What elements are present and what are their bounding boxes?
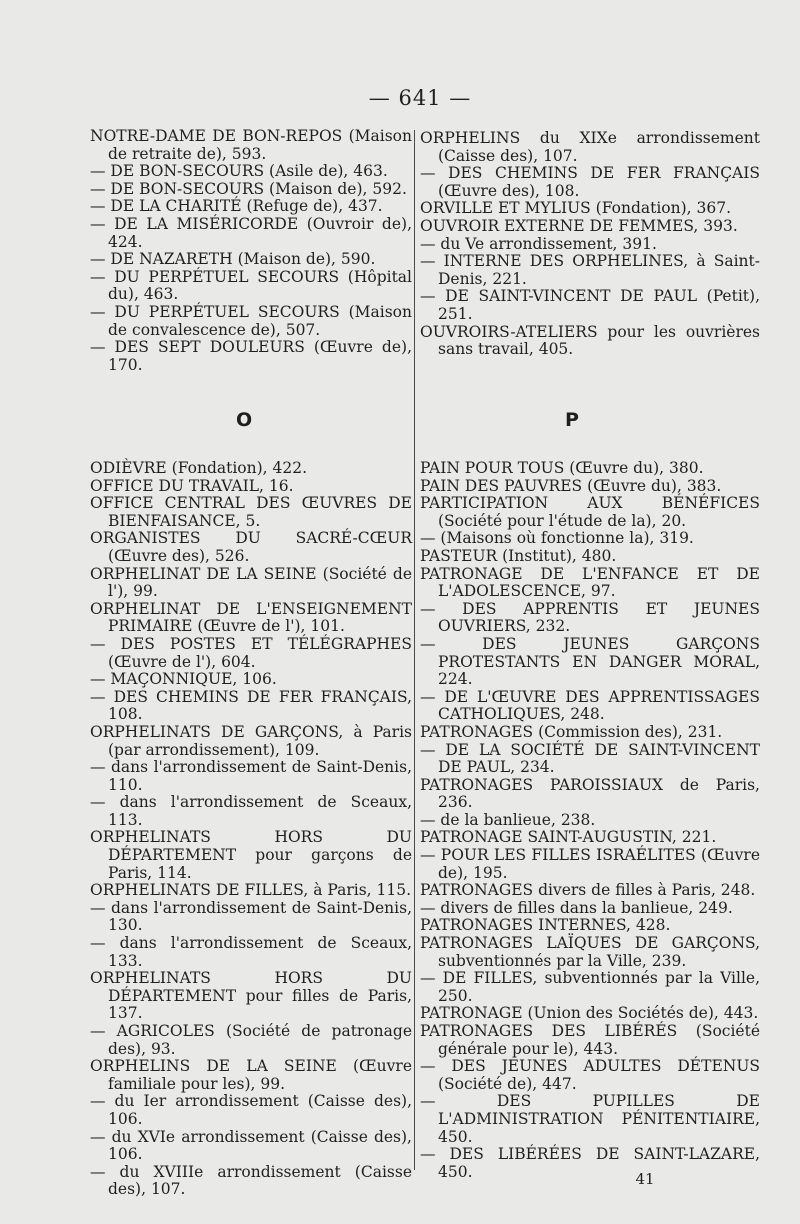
index-entry: — DES LIBÉRÉES DE SAINT-LAZARE, 450. <box>420 1145 760 1181</box>
index-entry: PAIN DES PAUVRES (Œuvre du), 383. <box>420 476 722 495</box>
column-divider <box>414 130 415 1170</box>
index-entry: — DE LA SOCIÉTÉ DE SAINT-VINCENT DE PAUL, 234. <box>420 740 760 777</box>
index-entry: ORVILLE ET MYLIUS (Fondation), 367. <box>420 199 732 218</box>
index-entry: — DE BON-SECOURS (Maison de), 592. <box>90 179 407 198</box>
index-entry: — dans l'arrondissement de Saint-Denis, 110. <box>90 758 412 794</box>
index-entry: PATRONAGES PAROISSIAUX de Paris, 236. <box>420 775 760 812</box>
index-entry: OUVROIR EXTERNE DE FEMMES, 393. <box>420 216 738 235</box>
index-entry: PAIN POUR TOUS (Œuvre du), 380. <box>420 459 704 477</box>
index-entry: — dans l'arrondissement de Saint-Denis, 130. <box>90 898 412 935</box>
printer-signature: 41 <box>635 1170 655 1188</box>
index-entry: ORPHELINAT DE L'ENSEIGNEMENT PRIMAIRE (Œuvre de l'), 101. <box>90 599 412 636</box>
index-entry: — POUR LES FILLES ISRAÉLITES (Œuvre de), 195. <box>420 846 760 882</box>
index-entry: — divers de filles dans la banlieue, 249. <box>420 898 733 917</box>
index-entry: — de la banlieue, 238. <box>420 810 596 829</box>
index-entry: — DE L'ŒUVRE DES APPRENTISSAGES CATHOLIQUES, 248. <box>420 687 760 724</box>
left-column-bottom <box>90 460 412 1199</box>
index-entry: ODIÈVRE (Fondation), 422. <box>90 459 308 477</box>
index-entry: — DES APPRENTIS ET JEUNES OUVRIERS, 232. <box>420 599 760 636</box>
index-entry: — DE LA MISÉRICORDE (Ouvroir de), 424. <box>90 214 412 251</box>
index-entry: — (Maisons où fonctionne la), 319. <box>420 529 694 548</box>
index-entry: — DE LA CHARITÉ (Refuge de), 437. <box>90 197 383 216</box>
index-entry: ORPHELINS DE LA SEINE (Œuvre familiale pour les), 99. <box>90 1057 412 1093</box>
index-entry: ORPHELINATS HORS DU DÉPARTEMENT pour garçons de Paris, 114. <box>90 828 412 882</box>
index-entry: — DES JEUNES GARÇONS PROTESTANTS EN DANGER MORAL, 224. <box>420 634 760 689</box>
index-entry: ORPHELINATS HORS DU DÉPARTEMENT pour filles de Paris, 137. <box>90 969 412 1023</box>
right-column-bottom <box>420 460 760 1181</box>
index-entry: — du Ve arrondissement, 391. <box>420 234 657 253</box>
index-entry: PATRONAGES divers de filles à Paris, 248. <box>420 881 756 900</box>
index-entry: — DES POSTES ET TÉLÉGRAPHES (Œuvre de l'), 604. <box>90 634 412 671</box>
index-entry: PATRONAGES INTERNES, 428. <box>420 916 671 935</box>
index-entry: — DU PERPÉTUEL SECOURS (Hôpital du), 463. <box>90 267 412 304</box>
index-entry: — du XVIIIe arrondissement (Caisse des), 107. <box>90 1162 412 1199</box>
index-entry: PATRONAGES LAÏQUES DE GARÇONS, subventionnés par la Ville, 239. <box>420 934 760 970</box>
index-entry: — DES JEUNES ADULTES DÉTENUS (Société de), 447. <box>420 1057 760 1093</box>
index-entry: — du XVIe arrondissement (Caisse des), 106. <box>90 1127 412 1164</box>
index-entry: — dans l'arrondissement de Sceaux, 133. <box>90 934 412 970</box>
index-entry: — DE SAINT-VINCENT DE PAUL (Petit), 251. <box>420 287 760 323</box>
index-entry: ORPHELINATS DE GARÇONS, à Paris (par arrondissement), 109. <box>90 722 412 759</box>
index-entry: NOTRE-DAME DE BON-REPOS (Maison de retraite de), 593. <box>90 127 412 163</box>
page-number: — 641 — <box>368 86 472 110</box>
left-column-top <box>90 128 412 374</box>
index-entry: ORPHELINATS DE FILLES, à Paris, 115. <box>90 881 412 900</box>
index-entry: — DES PUPILLES DE L'ADMINISTRATION PÉNITENTIAIRE, 450. <box>420 1092 760 1146</box>
index-entry: PARTICIPATION AUX BÉNÉFICES (Société pour l'étude de la), 20. <box>420 494 760 530</box>
index-entry: OFFICE DU TRAVAIL, 16. <box>90 476 294 495</box>
index-entry: — DU PERPÉTUEL SECOURS (Maison de convalescence de), 507. <box>90 302 412 339</box>
index-entry: OUVROIRS-ATELIERS pour les ouvrières sans travail, 405. <box>420 322 760 359</box>
index-entry: PATRONAGES DES LIBÉRÉS (Société générale pour le), 443. <box>420 1022 760 1058</box>
index-entry: PATRONAGE SAINT-AUGUSTIN, 221. <box>420 828 717 847</box>
section-letter-o: O <box>236 409 253 431</box>
index-entry: PASTEUR (Institut), 480. <box>420 546 617 565</box>
index-entry: — DES CHEMINS DE FER FRANÇAIS (Œuvre des), 108. <box>420 164 760 200</box>
index-entry: — DE NAZARETH (Maison de), 590. <box>90 250 376 269</box>
index-entry: — MAÇONNIQUE, 106. <box>90 670 277 689</box>
index-entry: ORPHELINS du XIXe arrondissement (Caisse des), 107. <box>420 129 760 165</box>
index-entry: PATRONAGE (Union des Sociétés de), 443. <box>420 1004 759 1023</box>
index-entry: PATRONAGES (Commission des), 231. <box>420 722 723 741</box>
index-entry: — DE FILLES, subventionnés par la Ville, 250. <box>420 969 760 1005</box>
index-entry: — dans l'arrondissement de Sceaux, 113. <box>90 793 412 829</box>
index-entry: — DES SEPT DOULEURS (Œuvre de), 170. <box>90 338 412 374</box>
index-entry: PATRONAGE DE L'ENFANCE ET DE L'ADOLESCENCE, 97. <box>420 564 760 601</box>
index-entry: — du Ier arrondissement (Caisse des), 106. <box>90 1092 412 1128</box>
index-entry: — DE BON-SECOURS (Asile de), 463. <box>90 162 388 181</box>
index-entry: — INTERNE DES ORPHELINES, à Saint-Denis, 221. <box>420 252 760 288</box>
index-entry: — AGRICOLES (Société de patronage des), 93. <box>90 1022 412 1058</box>
index-entry: ORGANISTES DU SACRÉ-CŒUR (Œuvre des), 526. <box>90 529 412 565</box>
index-entry: OFFICE CENTRAL DES ŒUVRES DE BIENFAISANCE, 5. <box>90 494 412 530</box>
right-column-top <box>420 130 760 359</box>
section-letter-p: P <box>565 409 579 431</box>
index-entry: ORPHELINAT DE LA SEINE (Société de l'), 99. <box>90 564 412 601</box>
index-entry: — DES CHEMINS DE FER FRANÇAIS, 108. <box>90 687 412 724</box>
